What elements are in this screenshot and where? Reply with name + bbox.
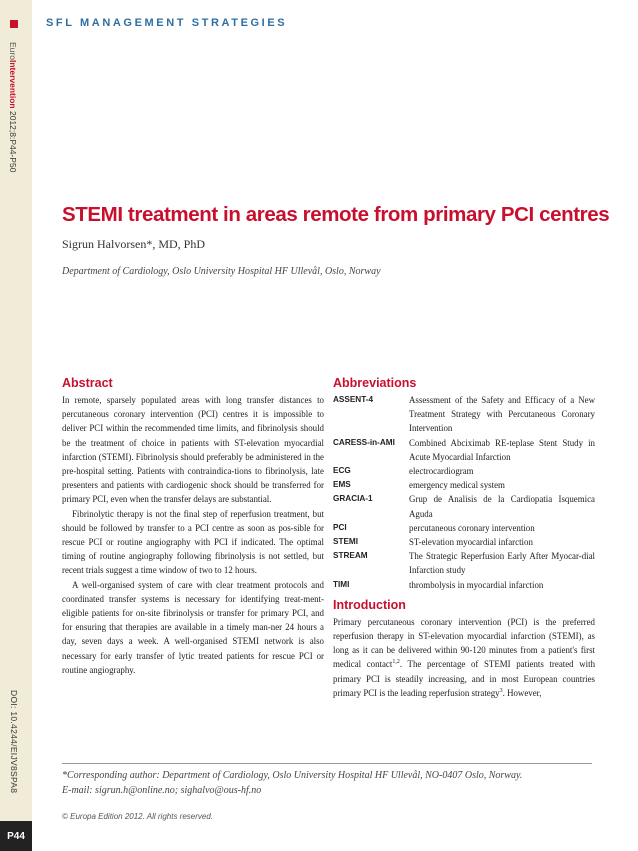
introduction-text-2: . The percentage of STEMI patients treated with primary PCI is steadily increasing, and in most European countries primary PCI is the leading reperfusion strategy [333,659,596,698]
journal-citation-vertical [8,42,18,172]
abstract-paragraph-1: In remote, sparsely populated areas with long transfer distances to percutaneous coronary intervention (PCI) centres it is impossible to deliver PCI within the recommended time limits, and fibrinolysis should be the treatment of choice in patients with ST-elevation myocardial infarction (STEMI). Fibrinolysis should preferably be administered in the pre-hospital setting. Patients with contraindica-tions to fibrinolysis, late presenters and patients with cardiogenic shock should be transferred for primary PCI, even when the transfer delays are substantial. [62,395,324,505]
article-author: Sigrun Halvorsen*, MD, PhD [62,237,205,251]
abbreviation-term: ECG [333,466,351,476]
abbreviation-row [333,464,595,478]
abbreviation-row [333,521,595,535]
article-affiliation: Department of Cardiology, Oslo University Hospital HF Ullevål, Oslo, Norway [62,266,381,277]
abbreviation-definition: ST-elevation myocardial infarction [409,537,533,548]
abbreviations-table [333,393,595,592]
abbreviation-definition: electrocardiogram [409,466,474,477]
introduction-text-1: Primary percutaneous coronary intervention (PCI) is the preferred reperfusion therapy in ST-elevation myocardial infarction (STEMI), as long as it can be delivered within 90-120 minutes from a patient's first medical contact [333,616,595,670]
abbreviation-row [333,436,595,464]
abbreviation-term: STREAM [333,551,368,561]
abbreviation-definition: The Strategic Reperfusion Early After Myocar-dial Infarction study [409,551,595,576]
abbreviation-row [333,578,595,592]
journal-name-euro: Euro [8,42,18,60]
abstract-heading: Abstract [62,376,113,390]
abbreviation-term: STEMI [333,537,359,547]
abbreviation-definition: percutaneous coronary intervention [409,522,535,533]
journal-name-intervention: Intervention [8,59,18,109]
abstract-paragraph-3: A well-organised system of care with clear treatment protocols and coordinated transfer systems is necessary for identifying treat-ment-eligible patients for on-site fibrinolysis or transfer for primary PCI, and for ensuring that therapies are available in a timely man-ner 24 hours a day, seven days a week. A well-organised STEMI network is also necessary for early transfer of lytic treated patients for rescue PCI or routine angiography. [62,579,324,675]
abbreviation-term: PCI [333,522,347,532]
journal-citation: 2012;8:P44-P50 [8,108,18,173]
section-marker [10,20,18,28]
abbreviation-term: EMS [333,480,351,490]
abbreviation-term: GRACIA-1 [333,494,373,504]
abbreviation-row [333,492,595,520]
abbreviation-definition: Assessment of the Safety and Efficacy of a New Treatment Strategy with Percutaneous Coronary Intervention [409,395,595,434]
introduction-paragraph [333,615,595,700]
article-title: STEMI treatment in areas remote from primary PCI centres [62,203,610,226]
footer-divider [62,763,592,764]
abbreviation-row [333,549,595,577]
section-label: SFL MANAGEMENT STRATEGIES [46,17,288,29]
corresponding-author-text: *Corresponding author: Department of Cardiology, Oslo University Hospital HF Ullevål, NO-0407 Oslo, Norway. [62,770,523,781]
right-column [333,376,595,700]
abbreviation-term: ASSENT-4 [333,395,374,404]
copyright-notice: © Europa Edition 2012. All rights reserved. [62,812,214,821]
abstract-paragraph-2: Fibrinolytic therapy is not the final step of reperfusion treatment, but should be followed by transfer to a PCI centre as soon as pos-sible for rescue PCI or routine angiography with PCI if indicated. The optimal timing of routine angiography following fibrinolysis is not settled, but recent trials suggest a time window of two to 12 hours. [62,508,324,576]
page-number: P44 [0,821,32,851]
abbreviation-row [333,535,595,549]
corresponding-email[interactable]: E-mail: sigrun.h@online.no; sighalvo@ous-hf.no [62,785,262,796]
corresponding-author-footnote [62,768,522,798]
citation-ref-2[interactable]: 3 [499,687,503,694]
introduction-text-3: . However, [502,687,542,698]
abbreviation-row [333,478,595,492]
doi-vertical: DOI: 10.4244/EIJV8SPA8 [9,690,19,794]
abbreviation-definition: emergency medical system [409,480,505,491]
abbreviation-definition: Combined Abciximab RE-teplase Stent Study in Acute Myocardial Infarction [409,437,595,462]
abbreviation-definition: Grup de Analisis de la Cardiopatia Isquemica Aguda [409,494,595,519]
abbreviation-row [333,393,595,436]
abstract-column [62,376,324,677]
abbreviation-term: TIMI [333,579,350,589]
abbreviation-term: CARESS-in-AMI [333,437,395,447]
introduction-heading: Introduction [333,597,406,612]
abbreviations-heading: Abbreviations [333,376,417,390]
abbreviation-definition: thrombolysis in myocardial infarction [409,579,544,590]
citation-ref-1[interactable]: 1,2 [392,659,400,666]
